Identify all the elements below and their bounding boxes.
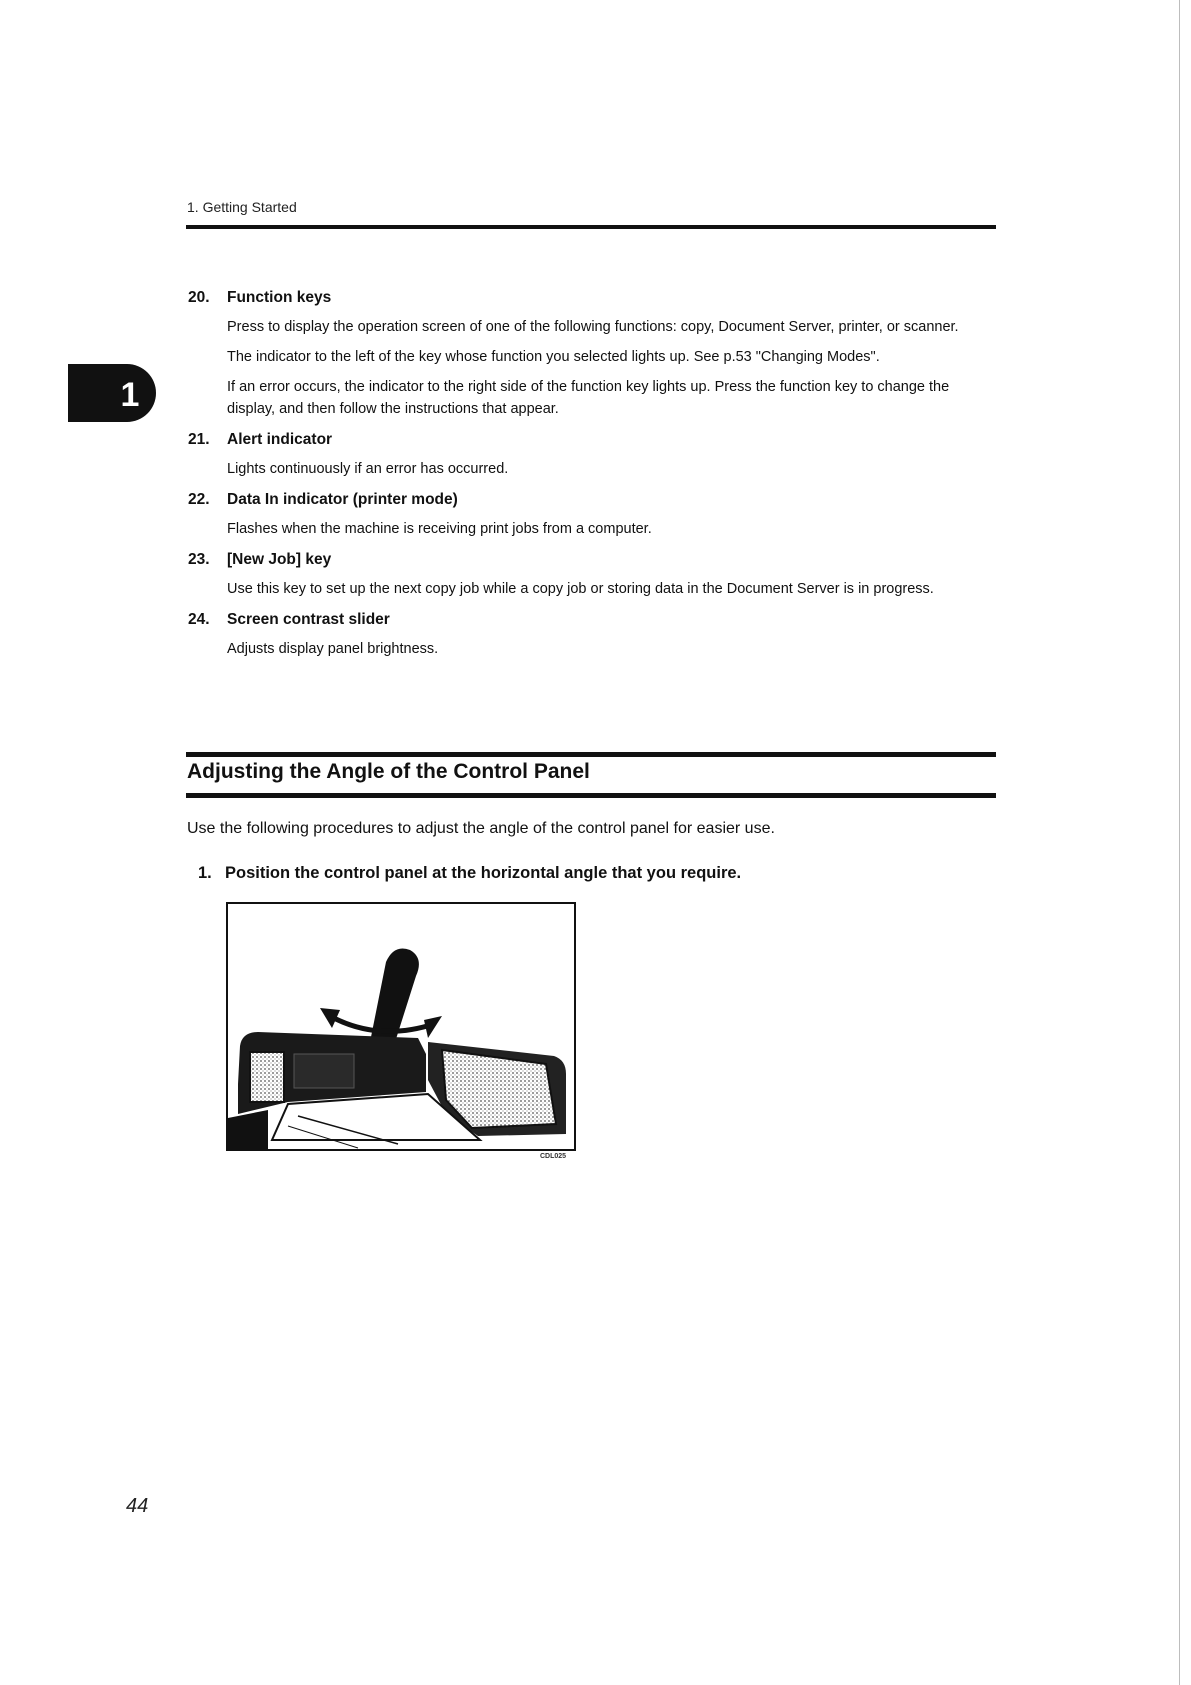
item-number: 23. (188, 551, 210, 568)
control-panel-drawing (228, 904, 574, 1149)
list-item (188, 490, 1000, 540)
section-intro: Use the following procedures to adjust the angle of the control panel for easier use. (187, 820, 775, 837)
chapter-tab-number: 1 (120, 376, 140, 414)
item-number: 21. (188, 431, 210, 448)
item-list (188, 288, 1000, 670)
section-title: Adjusting the Angle of the Control Panel (187, 760, 590, 783)
item-description: Press to display the operation screen of one of the following functions: copy, Document Server, printer, or scanner. (227, 319, 959, 335)
list-item (188, 610, 1000, 660)
item-number: 20. (188, 289, 210, 306)
list-item (188, 550, 1000, 600)
list-item (188, 288, 1000, 420)
item-description: Use this key to set up the next copy job while a copy job or storing data in the Document Server is in progress. (227, 581, 934, 597)
section-rule-top (186, 752, 996, 757)
header-rule (186, 225, 996, 229)
item-number: 24. (188, 611, 210, 628)
list-item (188, 430, 1000, 480)
item-description: The indicator to the left of the key whose function you selected lights up. See p.53 "Changing Modes". (227, 349, 880, 365)
page-edge-rule (1179, 0, 1180, 1685)
page-number: 44 (126, 1495, 149, 1517)
item-description: If an error occurs, the indicator to the right side of the function key lights up. Press the function key to change the display, and then follow the instructions that appear. (227, 379, 950, 417)
section-rule-bottom (186, 793, 996, 798)
procedure-step (198, 864, 741, 883)
step-number: 1. (198, 864, 212, 882)
running-header: 1. Getting Started (187, 199, 297, 215)
item-title: Screen contrast slider (227, 611, 390, 628)
item-description: Adjusts display panel brightness. (227, 641, 439, 657)
item-title: Data In indicator (printer mode) (227, 491, 458, 508)
item-title: [New Job] key (227, 551, 332, 568)
item-description: Lights continuously if an error has occurred. (227, 461, 509, 477)
item-number: 22. (188, 491, 210, 508)
control-panel-illustration (226, 902, 576, 1151)
chapter-tab (68, 364, 156, 422)
figure-code: CDL025 (540, 1153, 567, 1160)
item-title: Alert indicator (227, 431, 333, 448)
item-description: Flashes when the machine is receiving print jobs from a computer. (227, 521, 652, 537)
step-text: Position the control panel at the horizontal angle that you require. (225, 864, 742, 882)
item-title: Function keys (227, 289, 332, 306)
